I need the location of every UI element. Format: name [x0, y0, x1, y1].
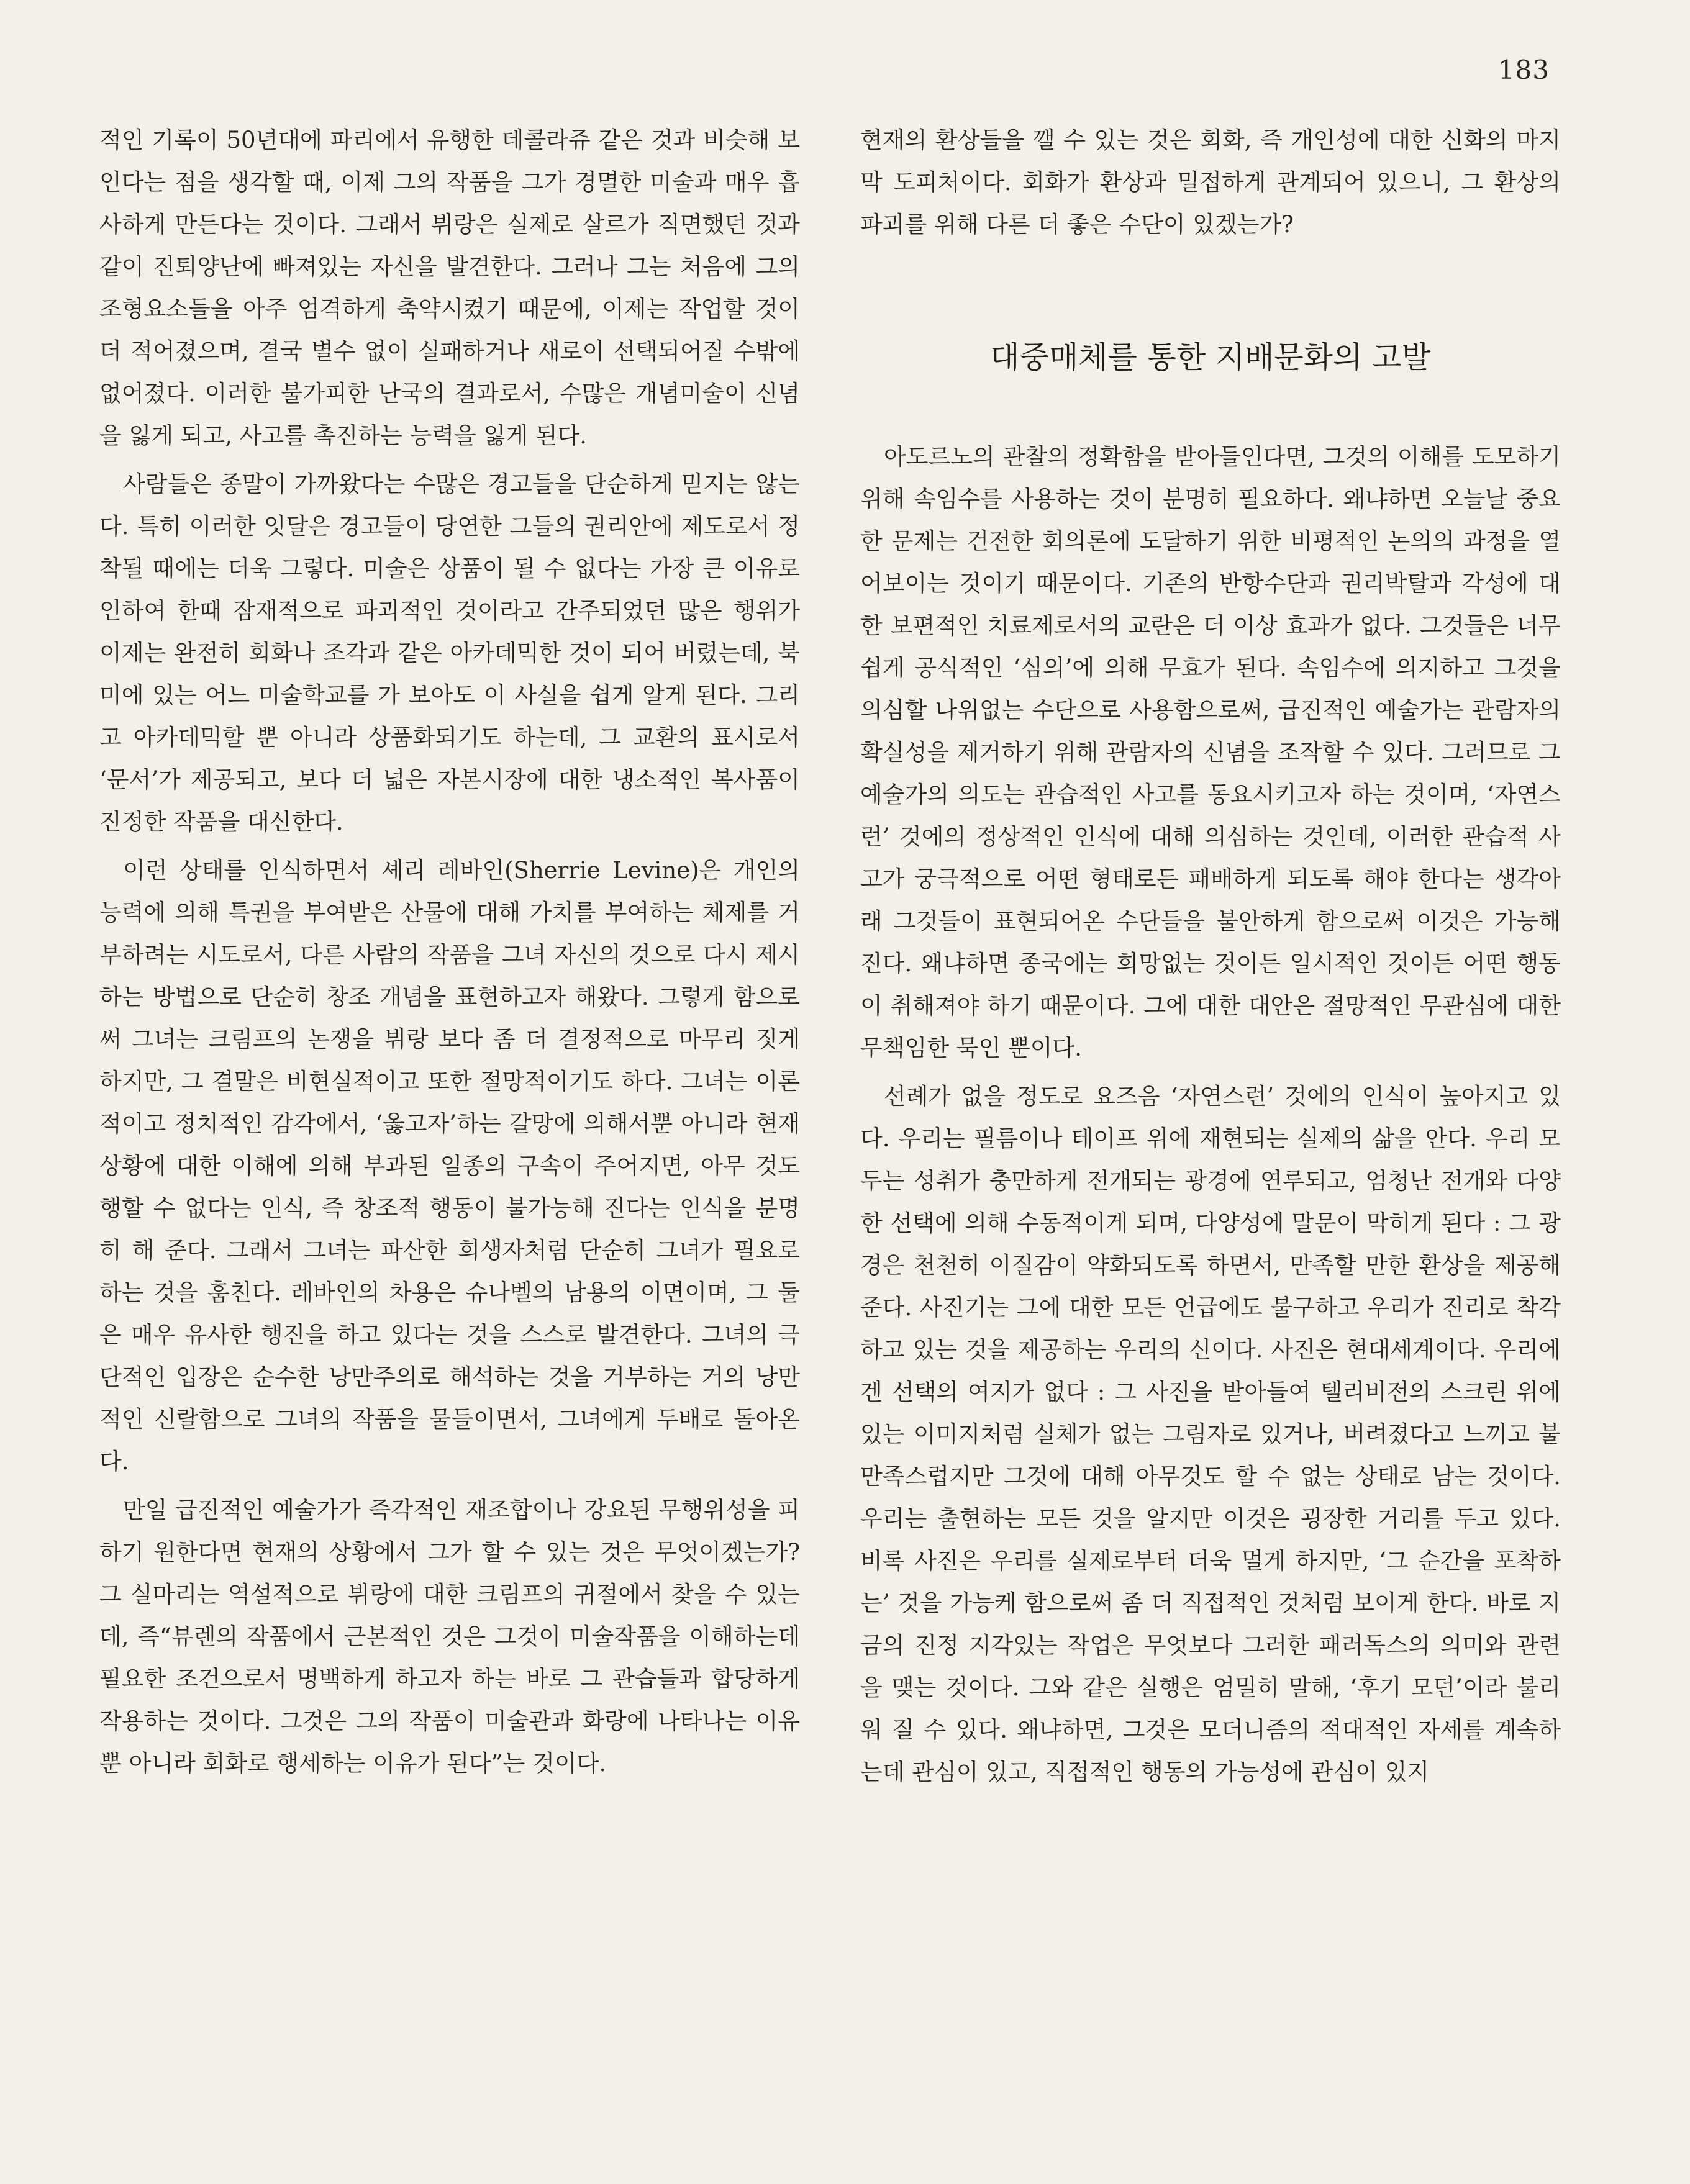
right-paragraph-1: 아도르노의 관찰의 정확함을 받아들인다면, 그것의 이해를 도모하기 위해 속임수를 사용하는 것이 분명히 필요하다. 왜냐하면 오늘날 중요한 문제는 건전한 회의론에 도달하기 위한 비평적인 논의의 과정을 열어보이는 것이기 때문이다. 기존의 반항수단과 권리박탈과 각성에 대한 보편적인 치료제로서의 교란은 더 이상 효과가 없다. 그것들은 너무 쉽게 공식적인 ‘심의’에 의해 무효가 된다. 속임수에 의지하고 그것을 의심할 나위없는 수단으로 사용함으로써, 급진적인 예술가는 관람자의 확실성을 제거하기 위해 관람자의 신념을 조작할 수 있다. 그러므로 그 예술가의 의도는 관습적인 사고를 동요시키고자 하는 것이며, ‘자연스런’ 것에의 정상적인 인식에 대해 의심하는 것인데, 이러한 관습적 사고가 궁극적으로 어떤 형태로든 패배하게 되도록 해야 한다는 생각아래 그것들이 표현되어온 수단들을 불안하게 함으로써 이것은 가능해 진다. 왜냐하면 종국에는 희망없는 것이든 일시적인 것이든 어떤 행동이 취해져야 하기 때문이다. 그에 대한 대안은 절망적인 무관심에 대한 무책임한 묵인 뿐이다. — [860, 443, 1561, 1061]
section-heading: 대중매체를 통한 지배문화의 고발 — [990, 340, 1431, 375]
left-column — [99, 119, 800, 1785]
left-paragraph-2: 사람들은 종말이 가까왔다는 수많은 경고들을 단순하게 믿지는 않는다. 특히 이러한 잇달은 경고들이 당연한 그들의 권리안에 제도로서 정착될 때에는 더욱 그렇다. 미술은 상품이 될 수 없다는 가장 큰 이유로 인하여 한때 잠재적으로 파괴적인 것이라고 간주되었던 많은 행위가 이제는 완전히 회화나 조각과 같은 아카데믹한 것이 되어 버렸는데, 북미에 있는 어느 미술학교를 가 보아도 이 사실을 쉽게 알게 된다. 그리고 아카데믹할 뿐 아니라 상품화되기도 하는데, 그 교환의 표시로서 ‘문서’가 제공되고, 보다 더 넓은 자본시장에 대한 냉소적인 복사품이 진정한 작품을 대신한다. — [99, 471, 800, 835]
right-intro-paragraph: 현재의 환상들을 깰 수 있는 것은 회화, 즉 개인성에 대한 신화의 마지막 도피처이다. 회화가 환상과 밀접하게 관계되어 있으니, 그 환상의 파괴를 위해 다른 더 좋은 수단이 있겠는가? — [860, 127, 1561, 238]
left-paragraph-4: 만일 급진적인 예술가가 즉각적인 재조합이나 강요된 무행위성을 피하기 원한다면 현재의 상황에서 그가 할 수 있는 것은 무엇이겠는가? 그 실마리는 역설적으로 뷔랑에 대한 크림프의 귀절에서 찾을 수 있는데, 즉“뷰렌의 작품에서 근본적인 것은 그것이 미술작품을 이해하는데 필요한 조건으로서 명백하게 하고자 하는 바로 그 관습들과 합당하게 작용하는 것이다. 그것은 그의 작품이 미술관과 화랑에 나타나는 이유뿐 아니라 회화로 행세하는 이유가 된다”는 것이다. — [99, 1497, 800, 1777]
right-column — [860, 119, 1561, 1793]
left-paragraph-1: 적인 기록이 50년대에 파리에서 유행한 데콜라쥬 같은 것과 비슷해 보인다는 점을 생각할 때, 이제 그의 작품을 그가 경멸한 미술과 매우 흡사하게 만든다는 것이다. 그래서 뷔랑은 실제로 살르가 직면했던 것과 같이 진퇴양난에 빠져있는 자신을 발견한다. 그러나 그는 처음에 그의 조형요소들을 아주 엄격하게 축약시켰기 때문에, 이제는 작업할 것이 더 적어졌으며, 결국 별수 없이 실패하거나 새로이 선택되어질 수밖에 없어졌다. 이러한 불가피한 난국의 결과로서, 수많은 개념미술이 신념을 잃게 되고, 사고를 촉진하는 능력을 잃게 된다. — [99, 127, 800, 449]
left-paragraph-3: 이런 상태를 인식하면서 셰리 레바인(Sherrie Levine)은 개인의 능력에 의해 특권을 부여받은 산물에 대해 가치를 부여하는 체제를 거부하려는 시도로서, 다른 사람의 작품을 그녀 자신의 것으로 다시 제시하는 방법으로 단순히 창조 개념을 표현하고자 해왔다. 그렇게 함으로써 그녀는 크림프의 논쟁을 뷔랑 보다 좀 더 결정적으로 마무리 짓게 하지만, 그 결말은 비현실적이고 또한 절망적이기도 하다. 그녀는 이론적이고 정치적인 감각에서, ‘옳고자’하는 갈망에 의해서뿐 아니라 현재 상황에 대한 이해에 의해 부과된 일종의 구속이 주어지면, 아무 것도 행할 수 없다는 인식, 즉 창조적 행동이 불가능해 진다는 인식을 분명히 해 준다. 그래서 그녀는 파산한 희생자처럼 단순히 그녀가 필요로 하는 것을 훔친다. 레바인의 차용은 슈나벨의 남용의 이면이며, 그 둘은 매우 유사한 행진을 하고 있다는 것을 스스로 발견한다. 그녀의 극단적인 입장은 순수한 낭만주의로 해석하는 것을 거부하는 거의 낭만적인 신랄함으로 그녀의 작품을 물들이면서, 그녀에게 두배로 돌아온다. — [99, 857, 800, 1475]
right-paragraph-2: 선례가 없을 정도로 요즈음 ‘자연스런’ 것에의 인식이 높아지고 있다. 우리는 필름이나 테이프 위에 재현되는 실제의 삶을 안다. 우리 모두는 성취가 충만하게 전개되는 광경에 연루되고, 엄청난 전개와 다양한 선택에 의해 수동적이게 되며, 다양성에 말문이 막히게 된다 : 그 광경은 천천히 이질감이 약화되도록 하면서, 만족할 만한 환상을 제공해 준다. 사진기는 그에 대한 모든 언급에도 불구하고 우리가 진리로 착각하고 있는 것을 제공하는 우리의 신이다. 사진은 현대세계이다. 우리에겐 선택의 여지가 없다 : 그 사진을 받아들여 텔리비전의 스크린 위에 있는 이미지처럼 실체가 없는 그림자로 있거나, 버려졌다고 느끼고 불만족스럽지만 그것에 대해 아무것도 할 수 없는 상태로 남는 것이다. 우리는 출현하는 모든 것을 알지만 이것은 굉장한 거리를 두고 있다. 비록 사진은 우리를 실제로부터 더욱 멀게 하지만, ‘그 순간을 포착하는’ 것을 가능케 함으로써 좀 더 직접적인 것처럼 보이게 한다. 바로 지금의 진정 지각있는 작업은 무엇보다 그러한 패러독스의 의미와 관련을 맺는 것이다. 그와 같은 실행은 엄밀히 말해, ‘후기 모던’이라 불리워 질 수 있다. 왜냐하면, 그것은 모더니즘의 적대적인 자세를 계속하는데 관심이 있고, 직접적인 행동의 가능성에 관심이 있지 — [860, 1083, 1561, 1785]
page-number: 183 — [1497, 55, 1550, 85]
